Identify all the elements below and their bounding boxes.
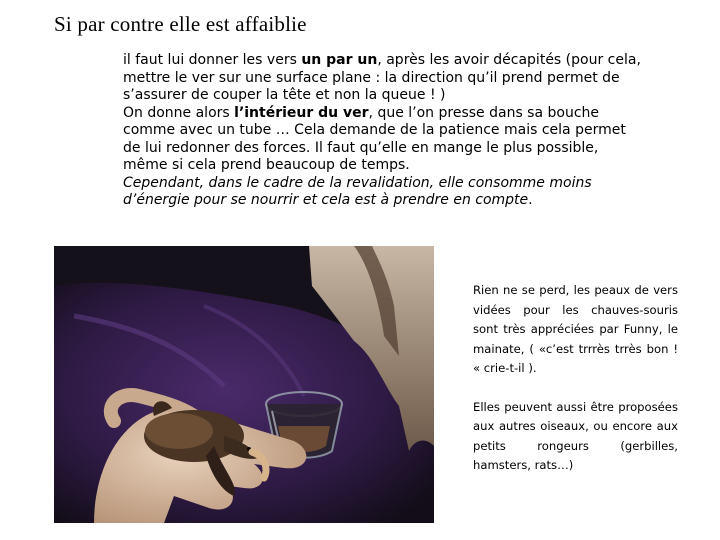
paragraph3-italic: Cependant, dans le cadre de la revalidation, elle consomme moins d’énergie pour se nourrir et cela est à prendre en compte — [123, 174, 592, 208]
main-text — [123, 52, 643, 210]
paragraph1-pre: il faut lui donner les vers — [123, 52, 302, 68]
paragraph-worm-interior — [123, 105, 643, 175]
paragraph3-post: . — [528, 192, 533, 208]
photo-illustration — [54, 246, 434, 523]
side-note-other-animals: Elles peuvent aussi être proposées aux autres oiseaux, ou encore aux petits rongeurs (gerbilles, hamsters, rats…) — [473, 399, 678, 472]
paragraph2-pre: On donne alors — [123, 104, 235, 121]
paragraph1-bold: un par un — [301, 52, 378, 68]
paragraph2-post: , que l’on presse dans sa bouche comme avec un tube … Cela demande de la patience mais cela permet de lui redonner des forces. Il faut qu’elle en mange le plus possible, même si cela prend beaucoup de temps. — [123, 104, 626, 173]
side-notes — [473, 281, 678, 476]
paragraph-worms-one-by-one — [123, 52, 643, 105]
bat-feeding-photo — [54, 246, 434, 523]
paragraph2-bold: l’intérieur du ver — [234, 104, 369, 121]
paragraph1-post: , après les avoir décapités (pour cela, mettre le ver sur une surface plane : la direction qu’il prend permet de s’assurer de couper la tête et non la queue ! ) — [123, 52, 641, 103]
paragraph-revalidation — [123, 175, 643, 210]
side-note-skins: Rien ne se perd, les peaux de vers vidées pour les chauves-souris sont très appréciées par Funny, le mainate, ( «c’est trrrès trrès bon ! « crie-t-il ). — [473, 283, 678, 375]
slide-title: Si par contre elle est affaiblie — [54, 12, 307, 36]
